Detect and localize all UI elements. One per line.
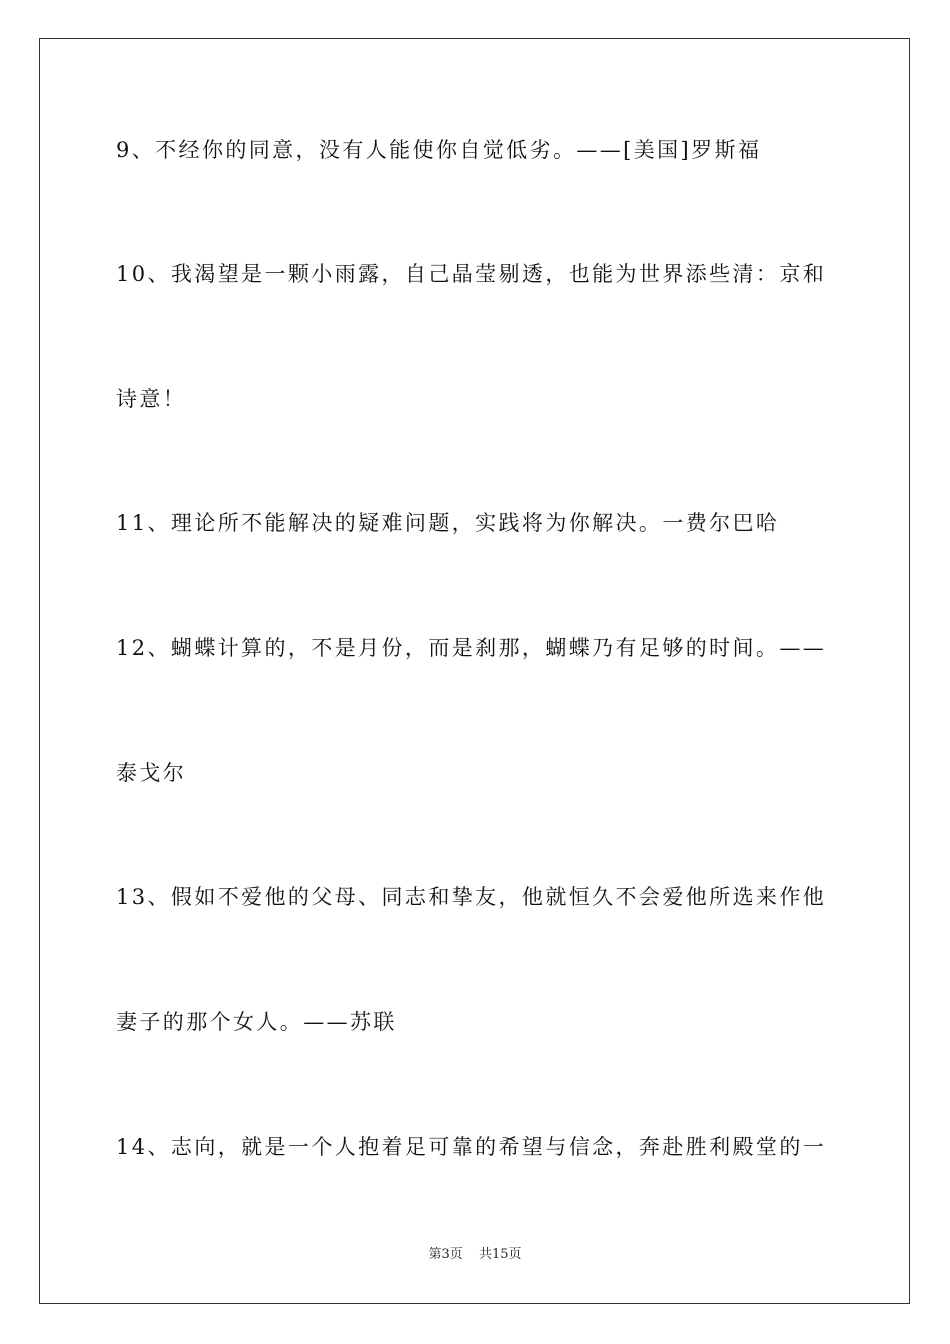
page-total: 共15页 <box>478 1247 522 1262</box>
text-line-quote-13: 13、假如不爱他的父母、同志和挚友，他就恒久不会爱他所选来作他 <box>116 885 827 909</box>
text-line-quote-10-cont: 诗意！ <box>116 387 187 411</box>
text-line-quote-14: 14、志向，就是一个人抱着足可靠的希望与信念，奔赴胜利殿堂的一 <box>116 1135 827 1159</box>
text-line-quote-10: 10、我渴望是一颗小雨露，自己晶莹剔透，也能为世界添些清：京和 <box>116 262 827 286</box>
text-line-quote-9: 9、不经你的同意，没有人能使你自觉低劣。——[美国]罗斯福 <box>116 138 762 162</box>
page-number: 第3页 <box>428 1247 463 1262</box>
text-line-quote-11: 11、理论所不能解决的疑难问题，实践将为你解决。一费尔巴哈 <box>116 511 780 535</box>
text-line-quote-12: 12、蝴蝶计算的，不是月份，而是刹那，蝴蝶乃有足够的时间。—— <box>116 636 827 660</box>
page-border <box>39 38 910 1304</box>
text-line-quote-12-cont: 泰戈尔 <box>116 761 187 785</box>
text-line-quote-13-cont: 妻子的那个女人。——苏联 <box>116 1010 397 1034</box>
page-footer <box>0 1246 950 1264</box>
